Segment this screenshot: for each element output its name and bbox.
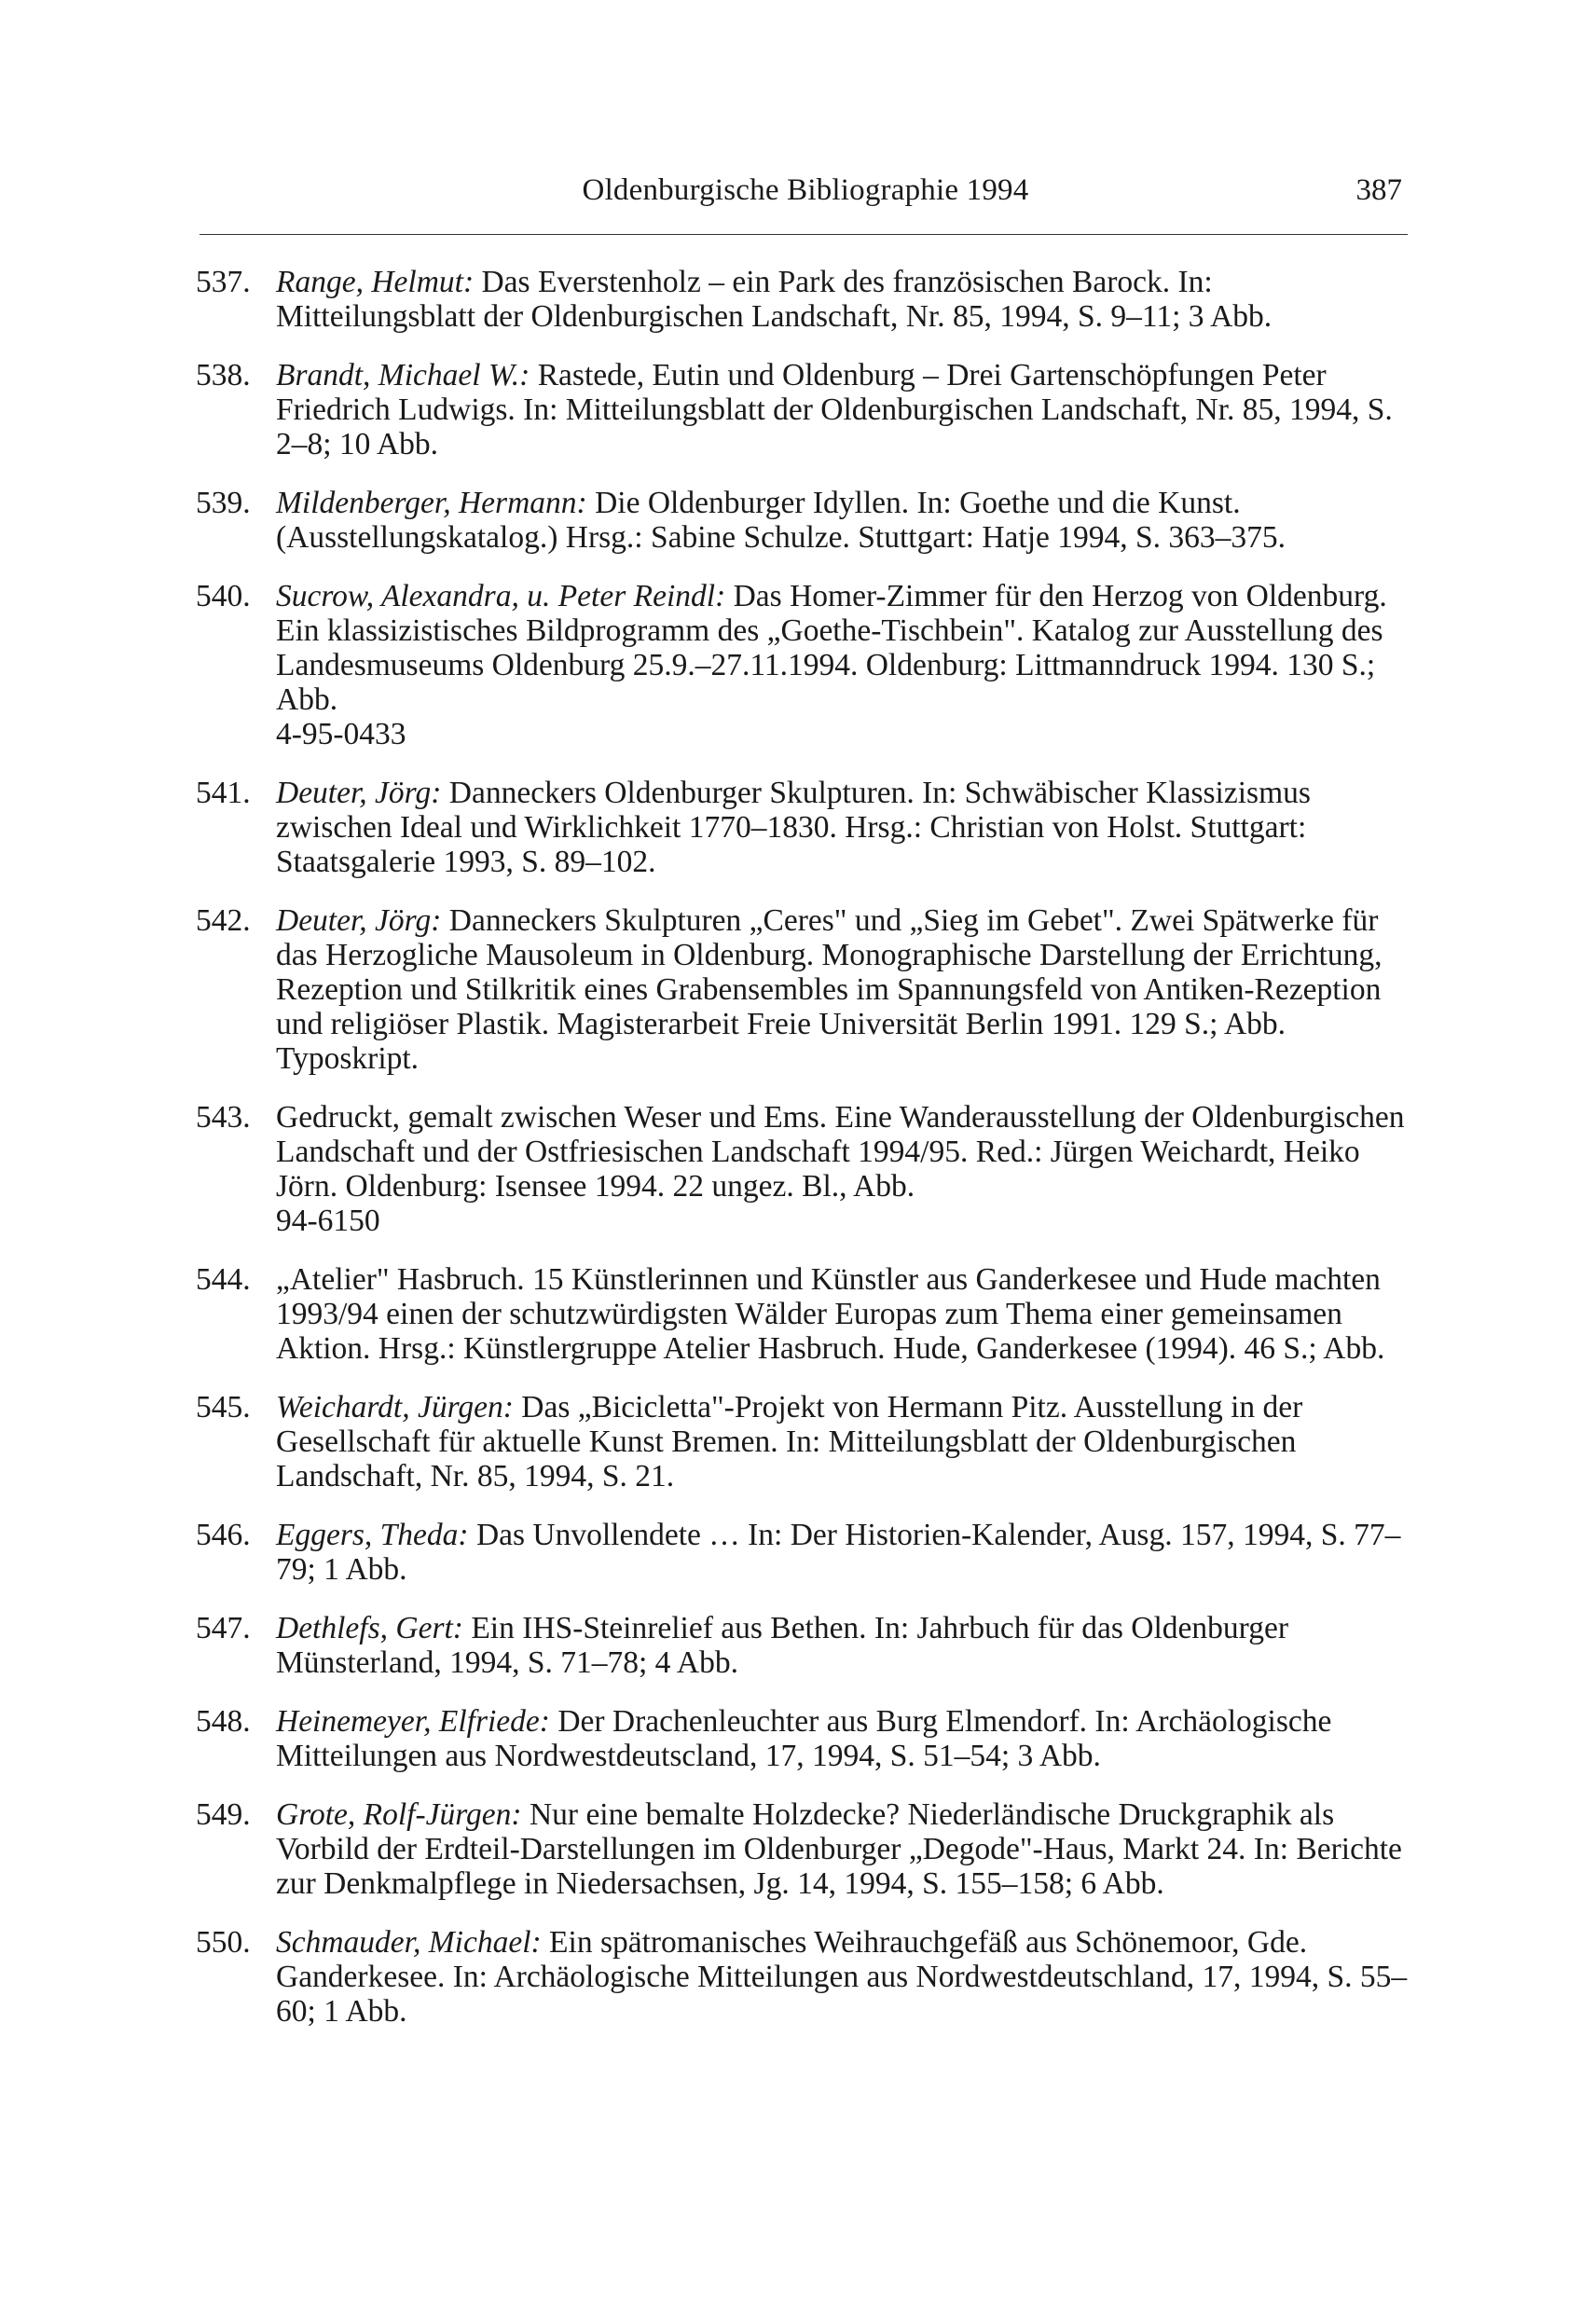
running-title: Oldenburgische Bibliographie 1994 — [582, 173, 1029, 207]
entry-number: 544. — [196, 1262, 251, 1297]
entry-body: „Atelier" Hasbruch. 15 Künstlerinnen und Künstler aus Ganderkesee und Hude machten 1993/94 einen der schutzwürdigsten Wälder Europas zum Thema einer gemeinsamen Aktion. Hrsg.: Künstlergruppe Atelier Hasbruch. Hude, Ganderkesee (1994). 46 S.; Abb. — [276, 1262, 1385, 1366]
bibliography-entry — [196, 1390, 1408, 1493]
bibliography-entry — [196, 1518, 1408, 1587]
entry-text — [276, 358, 1408, 461]
entry-body: Danneckers Oldenburger Skulpturen. In: Schwäbischer Klassizismus zwischen Ideal und Wirklichkeit 1770–1830. Hrsg.: Christian von Holst. Stuttgart: Staatsgalerie 1993, S. 89–102. — [276, 776, 1311, 879]
entry-body: Gedruckt, gemalt zwischen Weser und Ems. Eine Wanderausstellung der Oldenburgischen Landschaft und der Ostfriesischen Landschaft 1994/95. Red.: Jürgen Weichardt, Heiko Jörn. Oldenburg: Isensee 1994. 22 ungez. Bl., Abb. — [276, 1100, 1405, 1204]
entry-author: Schmauder, Michael: — [276, 1925, 542, 1960]
entry-author: Heinemeyer, Elfriede: — [276, 1704, 550, 1739]
bibliography-entry — [196, 903, 1408, 1076]
entry-body: Danneckers Skulpturen „Ceres" und „Sieg im Gebet". Zwei Spätwerke für das Herzogliche Mausoleum in Oldenburg. Monographische Darstellung der Errichtung, Rezeption und Stilkritik eines Grabensembles im Spannungsfeld von Antiken-Rezeption und religiöser Plastik. Magisterarbeit Freie Universität Berlin 1991. 129 S.; Abb. Typoskript. — [276, 903, 1383, 1076]
entry-text — [276, 486, 1408, 555]
bibliography-entry — [196, 1797, 1408, 1901]
entry-author: Mildenberger, Hermann: — [276, 486, 587, 520]
page-header — [200, 173, 1411, 222]
entry-author: Deuter, Jörg: — [276, 903, 442, 938]
bibliography-entry — [196, 265, 1408, 334]
bibliography-entry — [196, 1100, 1408, 1238]
entry-signature: 94-6150 — [276, 1204, 380, 1238]
entry-author: Sucrow, Alexandra, u. Peter Reindl: — [276, 579, 726, 613]
page-number: 387 — [1355, 173, 1402, 207]
entry-number: 548. — [196, 1704, 251, 1739]
entry-author: Range, Helmut: — [276, 265, 475, 299]
entry-text — [276, 1925, 1408, 2029]
entry-text — [276, 579, 1408, 717]
entry-author: Weichardt, Jürgen: — [276, 1390, 514, 1424]
bibliography-entry — [196, 1262, 1408, 1366]
bibliography-entry — [196, 1611, 1408, 1680]
entry-text — [276, 1704, 1408, 1773]
entry-number: 543. — [196, 1100, 251, 1135]
entry-text — [276, 1518, 1408, 1587]
entry-number: 550. — [196, 1925, 251, 1960]
bibliography-entry — [196, 579, 1408, 751]
bibliography-list — [196, 265, 1408, 2053]
entry-body: Der Drachenleuchter aus Burg Elmendorf. In: Archäologische Mitteilungen aus Nordwestdeutscland, 17, 1994, S. 51–54; 3 Abb. — [276, 1704, 1332, 1773]
entry-signature: 4-95-0433 — [276, 717, 406, 751]
entry-author: Deuter, Jörg: — [276, 776, 442, 810]
entry-body: Nur eine bemalte Holzdecke? Niederländische Druckgraphik als Vorbild der Erdteil-Darstellungen im Oldenburger „Degode"-Haus, Markt 24. In: Berichte zur Denkmalpflege in Niedersachsen, Jg. 14, 1994, S. 155–158; 6 Abb. — [276, 1797, 1402, 1901]
entry-body: Das Everstenholz – ein Park des französischen Barock. In: Mitteilungsblatt der Oldenburgischen Landschaft, Nr. 85, 1994, S. 9–11; 3 Abb. — [276, 265, 1273, 334]
entry-number: 545. — [196, 1390, 251, 1424]
entry-number: 541. — [196, 776, 251, 810]
entry-author: Dethlefs, Gert: — [276, 1611, 463, 1645]
bibliography-entry — [196, 358, 1408, 461]
entry-text — [276, 265, 1408, 334]
bibliography-entry — [196, 486, 1408, 555]
entry-text — [276, 1611, 1408, 1680]
entry-number: 539. — [196, 486, 251, 520]
entry-number: 540. — [196, 579, 251, 613]
entry-text — [276, 1262, 1408, 1366]
bibliography-entry — [196, 1704, 1408, 1773]
entry-body: Ein IHS-Steinrelief aus Bethen. In: Jahrbuch für das Oldenburger Münsterland, 1994, S. 71–78; 4 Abb. — [276, 1611, 1288, 1680]
entry-number: 547. — [196, 1611, 251, 1645]
entry-author: Grote, Rolf-Jürgen: — [276, 1797, 522, 1832]
bibliography-entry — [196, 776, 1408, 879]
entry-body: Ein spätromanisches Weihrauchgefäß aus Schönemoor, Gde. Ganderkesee. In: Archäologische Mitteilungen aus Nordwestdeutschland, 17, 1994, S. 55–60; 1 Abb. — [276, 1925, 1408, 2029]
entry-body: Rastede, Eutin und Oldenburg – Drei Gartenschöpfungen Peter Friedrich Ludwigs. In: Mitteilungsblatt der Oldenburgischen Landschaft, Nr. 85, 1994, S. 2–8; 10 Abb. — [276, 358, 1393, 461]
entry-text — [276, 776, 1408, 879]
bibliography-entry — [196, 1925, 1408, 2029]
entry-number: 546. — [196, 1518, 251, 1552]
entry-body: Das „Bicicletta"-Projekt von Hermann Pitz. Ausstellung in der Gesellschaft für aktuelle Kunst Bremen. In: Mitteilungsblatt der Oldenburgischen Landschaft, Nr. 85, 1994, S. 21. — [276, 1390, 1303, 1493]
header-rule — [200, 234, 1408, 235]
entry-text — [276, 1390, 1408, 1493]
entry-number: 538. — [196, 358, 251, 392]
entry-text — [276, 1797, 1408, 1901]
entry-number: 549. — [196, 1797, 251, 1832]
entry-number: 537. — [196, 265, 251, 299]
entry-author: Eggers, Theda: — [276, 1518, 469, 1552]
entry-body: Die Oldenburger Idyllen. In: Goethe und die Kunst. (Ausstellungskatalog.) Hrsg.: Sabine Schulze. Stuttgart: Hatje 1994, S. 363–375. — [276, 486, 1286, 555]
entry-author: Brandt, Michael W.: — [276, 358, 530, 392]
entry-text — [276, 903, 1408, 1076]
entry-body: Das Unvollendete … In: Der Historien-Kalender, Ausg. 157, 1994, S. 77–79; 1 Abb. — [276, 1518, 1401, 1587]
entry-text — [276, 1100, 1408, 1204]
entry-number: 542. — [196, 903, 251, 938]
entry-body: Das Homer-Zimmer für den Herzog von Oldenburg. Ein klassizistisches Bildprogramm des „Goethe-Tischbein". Katalog zur Ausstellung des Landesmuseums Oldenburg 25.9.–27.11.1994. Oldenburg: Littmanndruck 1994. 130 S.; Abb. — [276, 579, 1387, 717]
